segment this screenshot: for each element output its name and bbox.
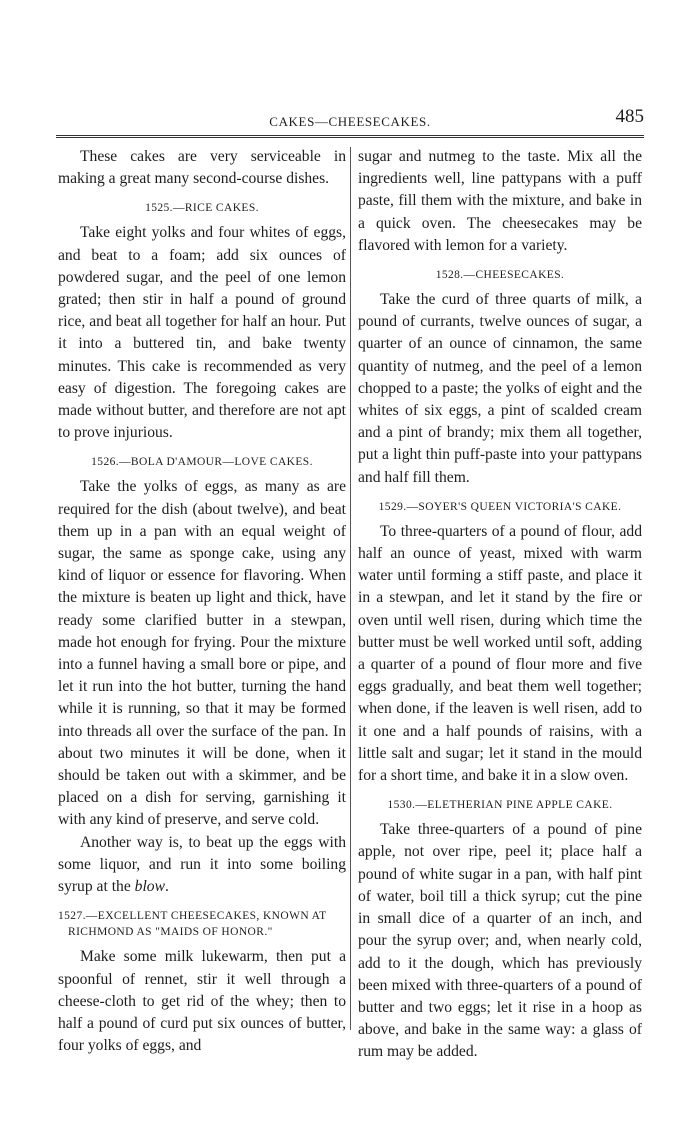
recipe-1527-body: Make some milk lukewarm, then put a spoonful of rennet, stir it well through a cheese-cloth to get rid of the whey; then to half a pound of curd put six ounces of butter, four yolks of eggs, and bbox=[58, 948, 346, 1055]
page-header bbox=[0, 0, 700, 140]
recipe-1526-alt-method bbox=[58, 832, 346, 899]
recipe-1526-title: 1526.—BOLA D'AMOUR—LOVE CAKES. bbox=[91, 456, 313, 469]
left-column bbox=[58, 146, 346, 1057]
recipe-1525-title: 1525.—RICE CAKES. bbox=[145, 202, 259, 215]
recipe-1528-title: 1528.—CHEESECAKES. bbox=[435, 269, 565, 282]
header-rule bbox=[56, 135, 644, 138]
recipe-1528-body: Take the curd of three quarts of milk, a pound of currants, twelve ounces of sugar, a quarter of an ounce of cinnamon, the same quantity of nutmeg, and the peel of a lemon chopped to a paste; the yolks of eight and the whites of six eggs, a pint of scalded cream and a pint of brandy; mix them all together, put a light thin puff-paste into your pattypans and half fill them. bbox=[358, 291, 642, 486]
intro-paragraph: These cakes are very serviceable in making a great many second-course dishes. bbox=[58, 148, 346, 188]
recipe-1529-body: To three-quarters of a pound of flour, add half an ounce of yeast, mixed with warm water until forming a stiff paste, and place it in a stewpan, and let it stand by the fire or oven until well risen, during which time the butter must be well worked until soft, adding a quarter of a pound of flour more and five eggs gradually, and beat them well together; when done, if the leaven is well risen, add to it one and a half pounds of raisins, with a little salt and sugar; let it stand in the mould for a short time, and bake it in a slow oven. bbox=[358, 522, 642, 785]
recipe-1527-continued: sugar and nutmeg to the taste. Mix all the ingredients well, line pattypans with a puff paste, fill them with the mixture, and bake in a quick oven. The cheesecakes may be flavored with lemon for a variety. bbox=[358, 148, 642, 254]
page-number: 485 bbox=[615, 106, 644, 127]
recipe-1530-title: 1530.—ELETHERIAN PINE APPLE CAKE. bbox=[387, 799, 613, 812]
right-column bbox=[358, 146, 642, 1064]
column-divider bbox=[350, 147, 351, 1030]
running-title: CAKES—CHEESECAKES. bbox=[269, 114, 431, 129]
recipe-1529-title: 1529.—SOYER'S QUEEN VICTORIA'S CAKE. bbox=[378, 500, 622, 513]
alt-method-end: . bbox=[165, 878, 169, 896]
alt-method-italic: blow bbox=[134, 878, 165, 896]
recipe-1525-body: Take eight yolks and four whites of eggs, and beat to a foam; add six ounces of powdered sugar, and the peel of one lemon grated; then stir in half a pound of ground rice, and beat all together for half an hour. Put it into a buttered tin, and bake twenty minutes. This cake is recommended as very easy of digestion. The foregoing cakes are made without butter, and therefore are not apt to prove injurious. bbox=[58, 224, 346, 442]
alt-method-text: Another way is, to beat up the eggs with some liquor, and run it into some boiling syrup at the bbox=[58, 833, 346, 896]
recipe-1526-body: Take the yolks of eggs, as many as are required for the dish (about twelve), and beat them up in a pan with an equal weight of sugar, the same as sponge cake, using any kind of liquor or essence for flavoring. When the mixture is beaten up light and thick, have ready some clarified butter in a stewpan, made hot enough for frying. Pour the mixture into a funnel having a small bore or pipe, and let it run into the hot butter, turning the hand while it is running, so that it may be formed into threads all over the surface of the pan. In about two minutes it will be done, when it should be taken out with a skimmer, and be placed on a dish for serving, garnishing it with any kind of preserve, and serve cold. bbox=[58, 478, 346, 829]
recipe-1530-body: Take three-quarters of a pound of pine apple, not over ripe, peel it; place half a pound of white sugar in a pan, with half pint of water, boil till a thick syrup; cut the pine in small dice of a quarter of an inch, and pour the syrup over; and, when nearly cold, add to it the dough, which has previously been mixed with three-quarters of a pound of butter and two eggs; let it rise in a hoop as above, and bake in the same way: a glass of rum may be added. bbox=[358, 821, 642, 1061]
recipe-1527-title: 1527.—EXCELLENT CHEESECAKES, KNOWN AT RICHMOND AS "MAIDS OF HONOR." bbox=[58, 910, 327, 939]
